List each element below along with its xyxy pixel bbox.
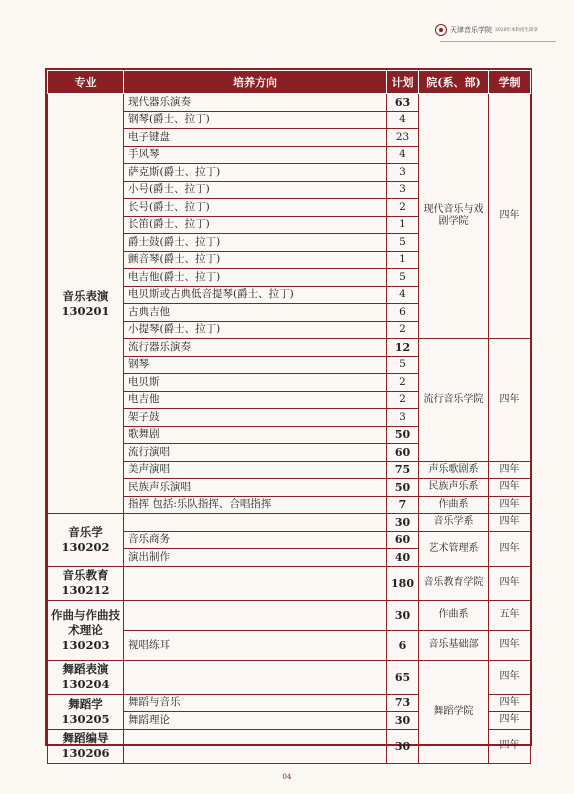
duration-cell: 四年 (489, 566, 531, 600)
page-header (435, 20, 555, 40)
direction-cell: 古典吉他 (124, 304, 387, 322)
direction-cell: 电贝斯或古典低音提琴(爵士、拉丁) (124, 286, 387, 304)
plan-cell: 1 (387, 216, 419, 234)
plan-cell: 6 (387, 630, 419, 660)
direction-cell: 歌舞剧 (124, 426, 387, 444)
plan-cell: 60 (387, 444, 419, 462)
department-cell: 舞蹈学院 (419, 660, 489, 763)
header-duration: 学制 (489, 71, 531, 94)
enrollment-table-frame (45, 68, 532, 760)
page-number: 04 (282, 773, 292, 781)
direction-cell: 手风琴 (124, 146, 387, 164)
header-plan: 计划 (387, 71, 419, 94)
plan-cell: 2 (387, 321, 419, 339)
duration-cell: 四年 (489, 339, 531, 462)
direction-cell: 流行器乐演奏 (124, 339, 387, 357)
direction-cell: 演出制作 (124, 549, 387, 567)
duration-cell: 四年 (489, 479, 531, 497)
header-major: 专业 (48, 71, 124, 94)
department-cell: 艺术管理系 (419, 531, 489, 566)
plan-cell: 3 (387, 409, 419, 427)
major-code: 130205 (61, 711, 110, 726)
plan-cell: 3 (387, 164, 419, 182)
direction-cell: 电吉他 (124, 391, 387, 409)
duration-cell: 四年 (489, 712, 531, 730)
department-cell: 音乐学系 (419, 514, 489, 532)
direction-cell: 钢琴(爵士、拉丁) (124, 111, 387, 129)
direction-cell: 视唱练耳 (124, 630, 387, 660)
table-row (48, 566, 531, 600)
table-row (48, 600, 531, 630)
plan-cell: 30 (387, 514, 419, 532)
direction-cell: 电吉他(爵士、拉丁) (124, 269, 387, 287)
table-header-row (48, 71, 531, 94)
header-direction: 培养方向 (124, 71, 387, 94)
direction-cell (124, 600, 387, 630)
plan-cell: 75 (387, 461, 419, 479)
major-cell (48, 514, 124, 567)
duration-cell: 四年 (489, 694, 531, 712)
department-cell: 音乐教育学院 (419, 566, 489, 600)
plan-cell: 50 (387, 479, 419, 497)
plan-cell: 73 (387, 694, 419, 712)
direction-cell: 音乐商务 (124, 531, 387, 549)
table-row (48, 94, 531, 112)
department-cell: 现代音乐与戏剧学院 (419, 94, 489, 339)
major-code: 130212 (61, 583, 110, 597)
direction-cell (124, 729, 387, 763)
direction-cell: 现代器乐演奏 (124, 94, 387, 112)
direction-cell: 爵士鼓(爵士、拉丁) (124, 234, 387, 252)
plan-cell: 6 (387, 304, 419, 322)
department-cell: 音乐基础部 (419, 630, 489, 660)
direction-cell: 电子键盘 (124, 129, 387, 147)
major-code: 130206 (61, 746, 110, 760)
duration-cell: 四年 (489, 514, 531, 532)
major-cell (48, 566, 124, 600)
direction-cell: 架子鼓 (124, 409, 387, 427)
direction-cell: 小提琴(爵士、拉丁) (124, 321, 387, 339)
department-cell: 声乐歌剧系 (419, 461, 489, 479)
plan-cell: 4 (387, 146, 419, 164)
duration-cell: 五年 (489, 600, 531, 630)
plan-cell: 63 (387, 94, 419, 112)
direction-cell (124, 660, 387, 694)
duration-cell: 四年 (489, 630, 531, 660)
direction-cell: 舞蹈与音乐 (124, 694, 387, 712)
major-name: 音乐教育 (62, 568, 109, 582)
plan-cell: 5 (387, 356, 419, 374)
plan-cell: 50 (387, 426, 419, 444)
table-row (48, 660, 531, 694)
direction-cell (124, 514, 387, 532)
direction-cell (124, 566, 387, 600)
department-cell: 民族声乐系 (419, 479, 489, 497)
direction-cell: 小号(爵士、拉丁) (124, 181, 387, 199)
direction-cell: 长号(爵士、拉丁) (124, 199, 387, 217)
department-cell: 作曲系 (419, 496, 489, 514)
major-name: 舞蹈学 (68, 696, 103, 711)
plan-cell: 2 (387, 374, 419, 392)
major-cell (48, 729, 124, 763)
header-divider (440, 41, 556, 42)
plan-cell: 2 (387, 391, 419, 409)
major-name: 音乐表演 (62, 288, 109, 303)
major-cell (48, 694, 124, 729)
plan-cell: 12 (387, 339, 419, 357)
plan-cell: 4 (387, 111, 419, 129)
department-cell: 流行音乐学院 (419, 339, 489, 462)
duration-cell: 四年 (489, 729, 531, 763)
direction-cell: 长笛(爵士、拉丁) (124, 216, 387, 234)
direction-cell: 民族声乐演唱 (124, 479, 387, 497)
duration-cell: 四年 (489, 531, 531, 566)
department-cell: 作曲系 (419, 600, 489, 630)
plan-cell: 5 (387, 234, 419, 252)
major-name: 作曲与作曲技术理论 (51, 607, 120, 637)
direction-cell: 萨克斯(爵士、拉丁) (124, 164, 387, 182)
major-code: 130203 (61, 637, 110, 652)
direction-cell: 电贝斯 (124, 374, 387, 392)
plan-cell: 4 (387, 286, 419, 304)
table-row (48, 514, 531, 532)
plan-cell: 1 (387, 251, 419, 269)
direction-cell: 钢琴 (124, 356, 387, 374)
major-cell (48, 600, 124, 660)
plan-cell: 60 (387, 531, 419, 549)
direction-cell: 舞蹈理论 (124, 712, 387, 730)
school-name: 天津音乐学院 (450, 26, 492, 34)
major-name: 音乐学 (68, 524, 103, 539)
plan-cell: 23 (387, 129, 419, 147)
doc-title: 2020年本科招生简章 (495, 28, 538, 33)
plan-cell: 30 (387, 712, 419, 730)
plan-cell: 30 (387, 729, 419, 763)
direction-cell: 指挥 包括:乐队指挥、合唱指挥 (124, 496, 387, 514)
plan-cell: 180 (387, 566, 419, 600)
major-name: 舞蹈表演 (62, 662, 109, 676)
enrollment-table (47, 70, 531, 764)
plan-cell: 65 (387, 660, 419, 694)
direction-cell: 颤音琴(爵士、拉丁) (124, 251, 387, 269)
plan-cell: 5 (387, 269, 419, 287)
major-cell (48, 660, 124, 694)
major-cell (48, 94, 124, 514)
duration-cell: 四年 (489, 660, 531, 694)
duration-cell: 四年 (489, 461, 531, 479)
direction-cell: 流行演唱 (124, 444, 387, 462)
major-code: 130204 (61, 677, 110, 691)
plan-cell: 3 (387, 181, 419, 199)
plan-cell: 30 (387, 600, 419, 630)
plan-cell: 7 (387, 496, 419, 514)
major-code: 130201 (61, 303, 110, 318)
direction-cell: 美声演唱 (124, 461, 387, 479)
plan-cell: 2 (387, 199, 419, 217)
duration-cell: 四年 (489, 94, 531, 339)
header-department: 院(系、部) (419, 71, 489, 94)
duration-cell: 四年 (489, 496, 531, 514)
school-logo-icon (435, 24, 447, 36)
major-name: 舞蹈编导 (62, 731, 109, 745)
major-code: 130202 (61, 539, 110, 554)
plan-cell: 40 (387, 549, 419, 567)
